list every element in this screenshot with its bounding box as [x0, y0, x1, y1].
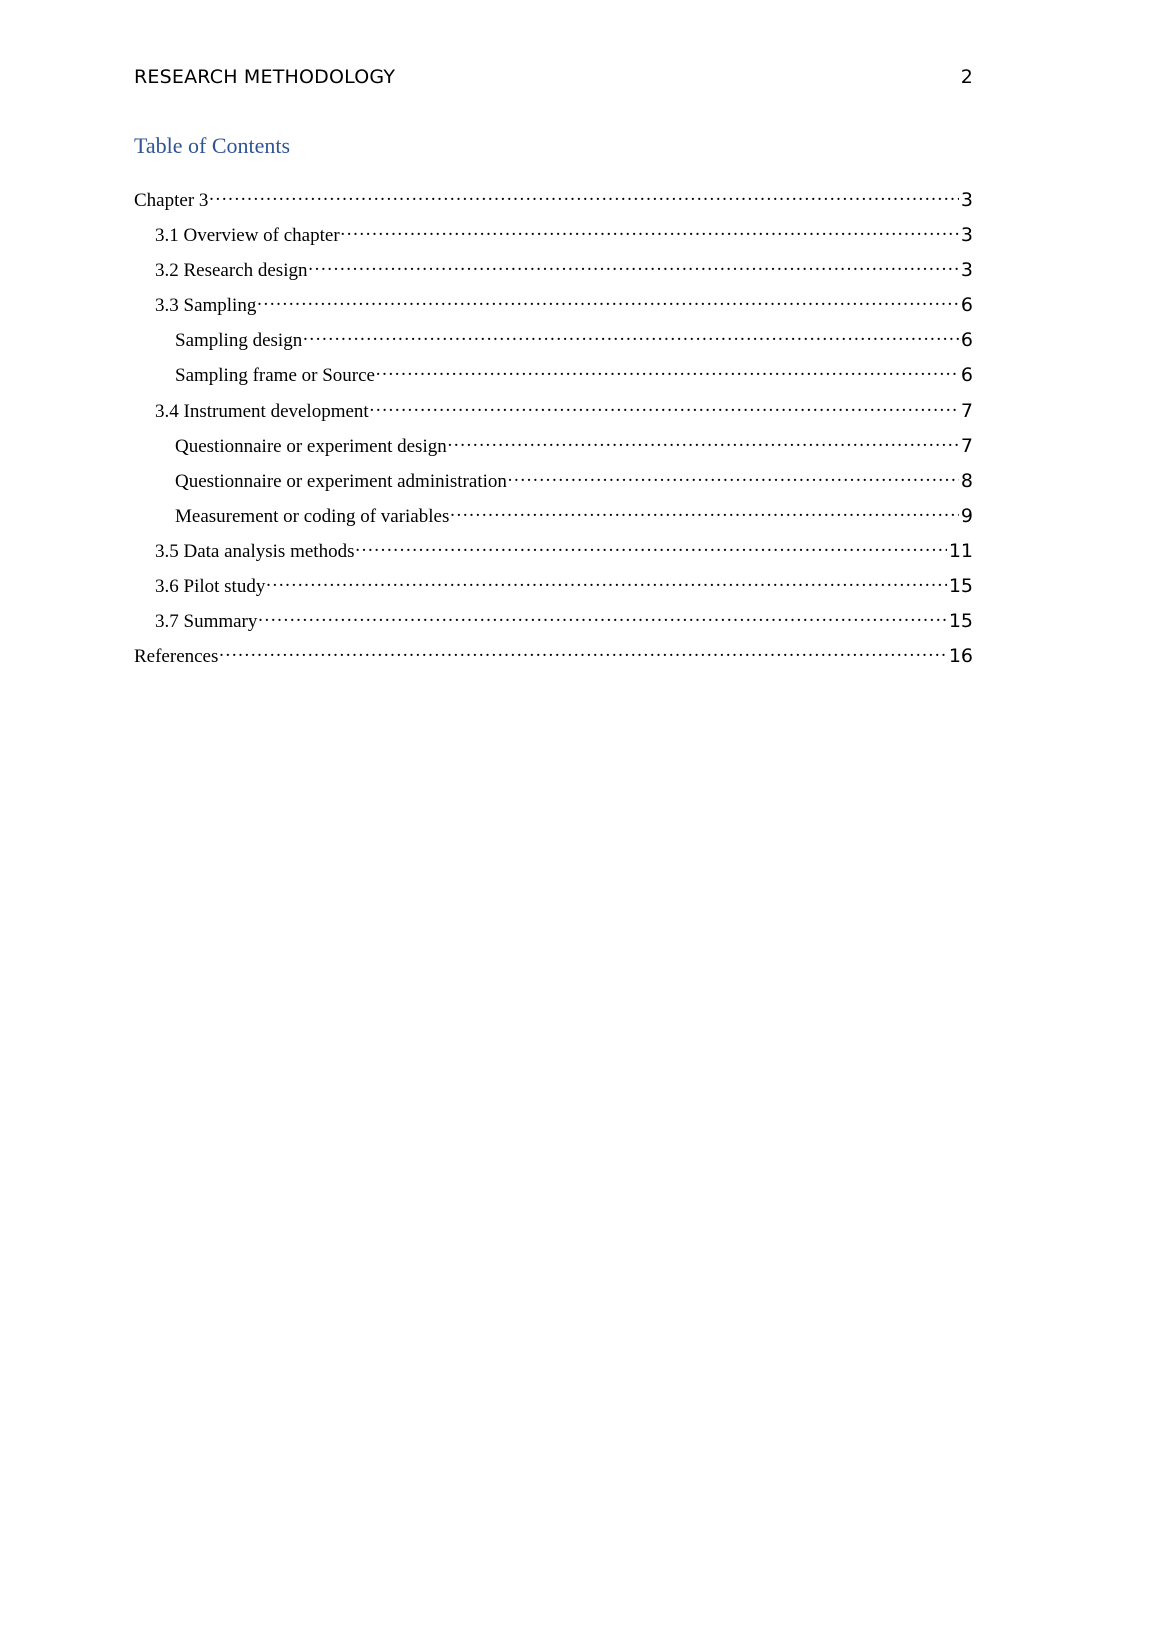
dot-leader [256, 289, 959, 311]
toc-entry[interactable] [134, 500, 973, 535]
dot-leader [447, 430, 959, 452]
toc-entry-label: Questionnaire or experiment administration [175, 470, 507, 492]
toc-entry-page: 7 [960, 434, 973, 457]
dot-leader [218, 640, 946, 662]
toc-entry-page: 9 [960, 504, 973, 527]
toc-entry-page: 15 [948, 610, 973, 633]
running-title: RESEARCH METHODOLOGY [134, 66, 396, 88]
toc-entry-page: 7 [960, 399, 973, 422]
toc-entry-label: 3.5 Data analysis methods [155, 540, 355, 562]
toc-entry-page: 3 [960, 259, 973, 282]
table-of-contents [134, 184, 973, 675]
toc-entry-label: Measurement or coding of variables [175, 505, 450, 527]
dot-leader [257, 605, 946, 627]
dot-leader [354, 535, 946, 557]
toc-entry-label: Sampling frame or Source [175, 365, 375, 387]
toc-entry[interactable] [134, 359, 973, 394]
toc-entry[interactable] [134, 535, 973, 570]
dot-leader [449, 500, 959, 522]
toc-entry-label: Questionnaire or experiment design [175, 435, 447, 457]
dot-leader [265, 570, 946, 592]
toc-entry[interactable] [134, 219, 973, 254]
toc-entry[interactable] [134, 254, 973, 289]
toc-entry-label: 3.1 Overview of chapter [155, 225, 340, 247]
toc-entry[interactable] [134, 184, 973, 219]
toc-entry[interactable] [134, 289, 973, 324]
toc-entry[interactable] [134, 640, 973, 675]
dot-leader [507, 465, 959, 487]
toc-entry-label: Sampling design [175, 330, 303, 352]
toc-entry[interactable] [134, 324, 973, 359]
dot-leader [340, 219, 959, 241]
toc-entry[interactable] [134, 430, 973, 465]
toc-entry-label: Chapter 3 [134, 190, 209, 211]
toc-entry-label: 3.2 Research design [155, 260, 308, 282]
toc-entry-page: 8 [960, 469, 973, 492]
page-number: 2 [960, 66, 973, 88]
toc-entry-page: 11 [948, 539, 973, 562]
toc-entry-page: 6 [960, 294, 973, 317]
dot-leader [369, 395, 959, 417]
page-header [134, 66, 973, 88]
toc-entry[interactable] [134, 395, 973, 430]
toc-entry[interactable] [134, 605, 973, 640]
toc-entry-label: 3.7 Summary [155, 611, 258, 633]
toc-entry-page: 15 [948, 575, 973, 598]
toc-entry-label: References [134, 646, 219, 668]
toc-entry[interactable] [134, 465, 973, 500]
toc-entry-page: 16 [948, 645, 973, 668]
toc-title: Table of Contents [134, 133, 291, 158]
dot-leader [375, 359, 959, 381]
toc-entry-label: 3.4 Instrument development [155, 400, 369, 422]
toc-entry-page: 3 [960, 224, 973, 247]
toc-entry-label: 3.3 Sampling [155, 295, 257, 317]
toc-entry-page: 6 [960, 364, 973, 387]
toc-entry[interactable] [134, 570, 973, 605]
dot-leader [307, 254, 958, 276]
toc-entry-page: 6 [960, 329, 973, 352]
dot-leader [302, 324, 959, 346]
toc-entry-label: 3.6 Pilot study [155, 576, 266, 598]
dot-leader [208, 184, 959, 206]
toc-entry-page: 3 [960, 189, 973, 211]
